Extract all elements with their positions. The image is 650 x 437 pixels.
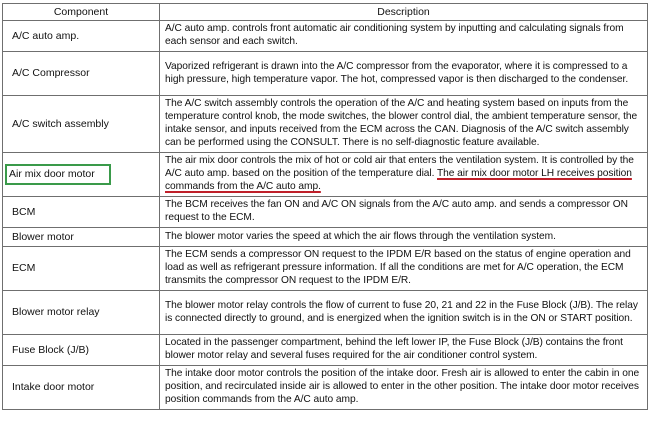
table-row [3, 335, 648, 366]
table-row [3, 52, 648, 96]
description-text: The air mix door controls the mix of hot or cold air that enters the ventilation system. It is controlled by the A/C auto amp. based on the position of the temperature dial. [165, 155, 634, 180]
description-cell: The ECM sends a compressor ON request to the IPDM E/R based on the status of engine operation and load as well as refrigerant pressure information. If all the conditions are met for A/C operation, the ECM transmits the compressor ON request to the IPDM E/R. [160, 247, 648, 291]
table-row [3, 228, 648, 247]
table-row [3, 96, 648, 153]
underlined-description-text: The air mix door motor LH receives position commands from the A/C auto amp. [165, 168, 632, 192]
description-cell: Vaporized refrigerant is drawn into the A/C compressor from the evaporator, where it is compressed to a high pressure, high temperature vapor. The hot, compressed vapor is then discharged to the condenser. [160, 52, 648, 96]
table-row [3, 21, 648, 52]
table-row [3, 197, 648, 228]
description-cell: A/C auto amp. controls front automatic air conditioning system by inputting and calculating signals from each sensor and each switch. [160, 21, 648, 52]
component-table [2, 3, 648, 410]
component-cell: A/C switch assembly [3, 96, 160, 153]
description-cell: The blower motor relay controls the flow of current to fuse 20, 21 and 22 in the Fuse Block (J/B). The relay is connected directly to ground, and is energized when the ignition switch is in the ON or START position. [160, 291, 648, 335]
header-component: Component [3, 4, 160, 21]
component-cell: BCM [3, 197, 160, 228]
component-cell: Blower motor relay [3, 291, 160, 335]
component-cell: Blower motor [3, 228, 160, 247]
component-cell: Intake door motor [3, 366, 160, 410]
description-cell: Located in the passenger compartment, behind the left lower IP, the Fuse Block (J/B) contains the front blower motor relay and several fuses required for the air conditioner control system. [160, 335, 648, 366]
component-cell: Fuse Block (J/B) [3, 335, 160, 366]
header-description: Description [160, 4, 648, 21]
table-row-highlighted [3, 153, 648, 197]
table-row [3, 291, 648, 335]
table-row [3, 247, 648, 291]
component-cell: ECM [3, 247, 160, 291]
description-cell: The intake door motor controls the position of the intake door. Fresh air is allowed to enter the cabin in one position, and recirculated inside air is allowed to enter in the other position. The intake door motor receives position commands from the A/C auto amp. [160, 366, 648, 410]
component-cell: A/C auto amp. [3, 21, 160, 52]
table-header-row [3, 4, 648, 21]
description-cell [160, 153, 648, 197]
highlighted-component-label: Air mix door motor [5, 164, 111, 185]
component-cell: A/C Compressor [3, 52, 160, 96]
table-row [3, 366, 648, 410]
description-cell: The BCM receives the fan ON and A/C ON signals from the A/C auto amp. and sends a compressor ON request to the ECM. [160, 197, 648, 228]
description-cell: The blower motor varies the speed at which the air flows through the ventilation system. [160, 228, 648, 247]
description-cell: The A/C switch assembly controls the operation of the A/C and heating system based on inputs from the temperature control knob, the mode switches, the blower control dial, the ambient temperature sensor, the intake sensor, and inputs received from the ECM across the CAN. Diagnosis of the A/C switch assembly can be performed using the CONSULT. There is no self-diagnostic feature available. [160, 96, 648, 153]
